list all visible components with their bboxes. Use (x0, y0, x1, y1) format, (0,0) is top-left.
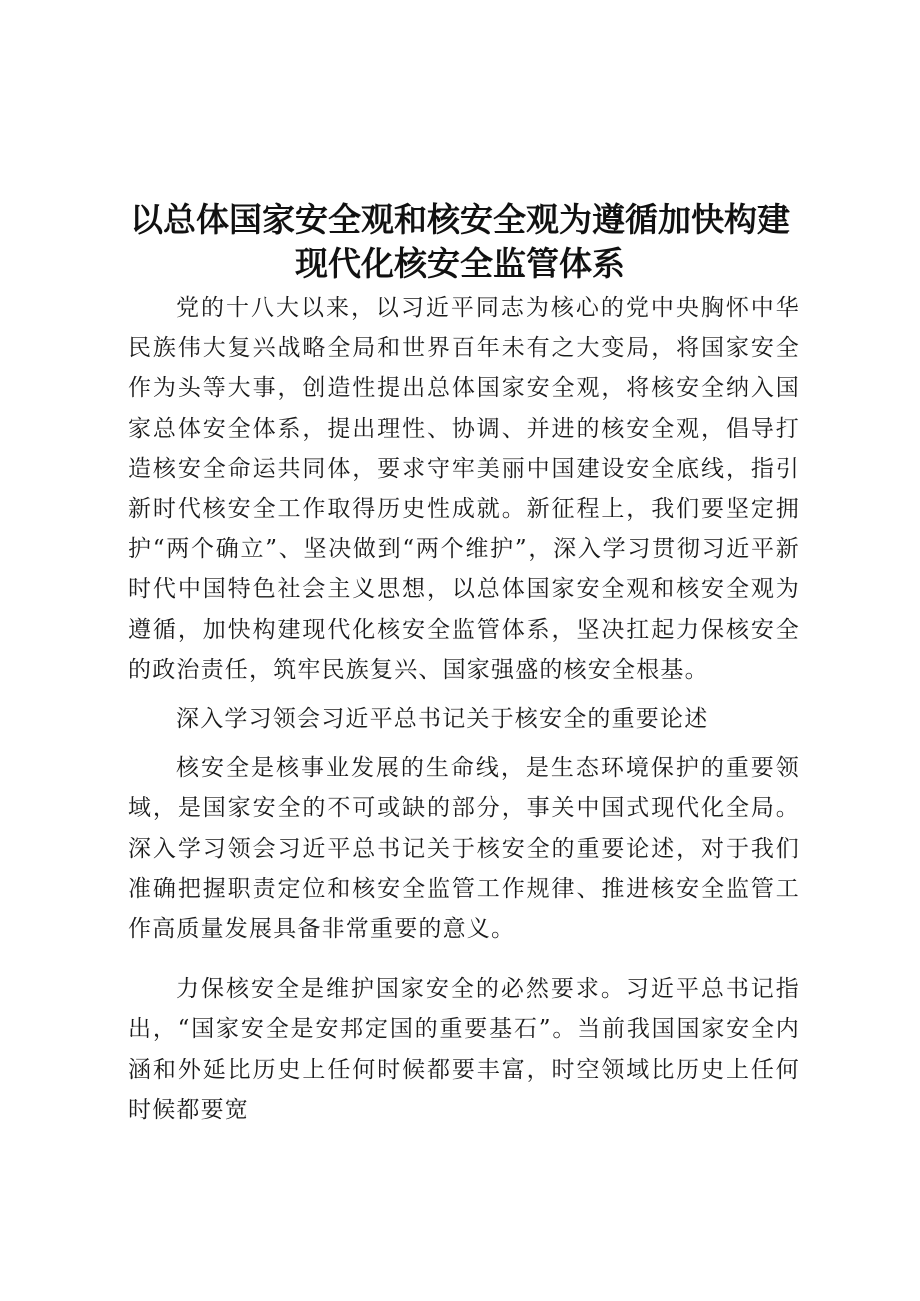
section-heading: 深入学习领会习近平总书记关于核安全的重要论述 (176, 706, 709, 733)
intro-paragraph: 党的十八大以来，以习近平同志为核心的党中央胸怀中华民族伟大复兴战略全局和世界百年未有之大变局，将国家安全作为头等大事，创造性提出总体国家安全观，将核安全纳入国家总体安全体系，提出理性、协调、并进的核安全观，倡导打造核安全命运共同体，要求守牢美丽中国建设安全底线，指引新时代核安全工作取得历史性成就。新征程上，我们要坚定拥护“两个确立”、坚决做到“两个维护”，深入学习贯彻习近平新时代中国特色社会主义思想，以总体国家安全观和核安全观为遵循，加快构建现代化核安全监管体系，坚决扛起力保核安全的政治责任，筑牢民族复兴、国家强盛的核安全根基。 (128, 295, 800, 683)
body-paragraph: 力保核安全是维护国家安全的必然要求。习近平总书记指出，“国家安全是安邦定国的重要基石”。当前我国国家安全内涵和外延比历史上任何时候都要丰富，时空领域比历史上任何时候都要宽 (128, 976, 800, 1123)
title-line-1: 以总体国家安全观和核安全观为遵循加快构建 (130, 200, 790, 239)
title-line-2: 现代化核安全监管体系 (295, 244, 625, 283)
document-title (120, 198, 800, 286)
body-paragraph: 核安全是核事业发展的生命线，是生态环境保护的重要领域，是国家安全的不可或缺的部分，事关中国式现代化全局。深入学习领会习近平总书记关于核安全的重要论述，对于我们准确把握职责定位和核安全监管工作规律、推进核安全监管工作高质量发展具备非常重要的意义。 (128, 755, 800, 943)
document-body (128, 288, 800, 1130)
